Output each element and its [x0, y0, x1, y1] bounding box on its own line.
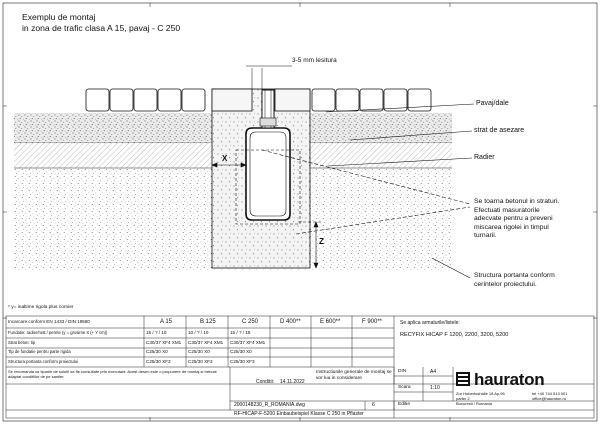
paver: [336, 89, 359, 111]
gap-label: 3-5 mm lesitura: [292, 57, 337, 64]
company-contact: tel +40 744 513 001 office@hauraton.ro: [532, 391, 568, 401]
footnote: * y= inaltime rigola plus cornier: [8, 305, 74, 310]
callout-beton: Se toarna betonul in straturi. Efectuati masuratorile adecvate pentru a preveni miscarea rigolei in timpul turnarii.: [474, 198, 560, 240]
unit-label: Editie: [398, 402, 410, 407]
callout-pavaj: Pavaj/dale: [476, 100, 509, 107]
table-cell: C25/30 XF3: [146, 359, 171, 364]
paver: [182, 89, 205, 111]
paver: [312, 89, 335, 111]
applies-value: RECYFIX HICAP F 1200, 2200, 3200, 5200: [400, 332, 509, 338]
table-notes: Se recomanda ca tipurile de solutii sa fie consultate prin executant. Acest desen este o propunere de montaj si trebuie adaptat conditiilor de pe santier.: [8, 369, 217, 379]
table-cell: 15 / ? / 15: [230, 330, 251, 335]
applies-label: Se aplica armaturile/listele:: [400, 320, 460, 326]
format-value: A4: [430, 369, 437, 375]
paver: [408, 89, 431, 111]
callout-radier: Radier: [474, 154, 495, 161]
paver: [86, 89, 109, 111]
instruction-text: Instructiunile generale de montaj se vor lua in considerare: [316, 370, 392, 381]
table-cell: C30/37 XF4 XM1: [188, 340, 224, 345]
paver: [134, 89, 157, 111]
drawing-number: 2000148230_R_ROMANIA.dwg: [234, 402, 305, 408]
table-cell: C30/37 XF4 XM1: [146, 340, 182, 345]
edge-paver-right: [275, 89, 310, 111]
edge-paver-left: [212, 89, 252, 111]
title-line-1: Exemplu de montaj: [22, 12, 96, 22]
paver: [158, 89, 181, 111]
callout-structura: Structura portanta conform cerintelor proiectului.: [474, 272, 555, 288]
table-header-f900: F 900**: [362, 319, 383, 325]
drawing-title: RF-HICAP-F-5200 Einbaubeispiel Klasse C 250 in Pflaster: [234, 411, 364, 417]
company-logo-text: hauraton: [474, 370, 545, 389]
sheet-number: 6: [372, 402, 375, 408]
table-row-label: Structura portanta conform proiectului: [8, 359, 79, 364]
table-header-a15: A 15: [160, 319, 173, 325]
table-row-label: Tip de fundatie pentru parte rigida: [8, 349, 71, 354]
company-address: Zur Hubertushalle 18 Ap.96 parter 2 Bucuresti / Romania: [456, 391, 505, 406]
table-cell: C25/30 XF3: [230, 359, 255, 364]
table-cell: C25/30 X0: [146, 349, 168, 354]
scale-label: Scara: [398, 385, 411, 390]
table-row-label: Fundatie: radier/rost / perete (y = grosime X (+ Y cm)): [8, 330, 108, 335]
condition-label: Conditii:: [256, 379, 275, 385]
pavers-right: [312, 89, 431, 111]
pavers-left: [86, 89, 205, 111]
table-cell: C25/30 X0: [230, 349, 252, 354]
table-header-e600: E 600**: [320, 319, 341, 325]
z-label: Z: [319, 237, 324, 246]
format-label: DIN: [398, 369, 407, 374]
table-header-c250: C 250: [242, 319, 259, 325]
date: 14.11.2022: [280, 379, 305, 385]
table-cell: C25/30 X0: [188, 349, 210, 354]
gap-dimension: [246, 66, 292, 89]
table-cell: C30/37 XF4 XM1: [230, 340, 266, 345]
paver: [360, 89, 383, 111]
hauraton-logo-mark: [456, 372, 470, 386]
table-cell: 15 / ? / 10: [146, 330, 167, 335]
table-row-label: Strat beton: tip: [8, 340, 36, 345]
table-header-b125: B 125: [200, 319, 216, 325]
table-header-d400: D 400**: [280, 319, 301, 325]
x-label: X: [222, 154, 228, 163]
table-header-load: Incarcare conform EN 1433 / DIN 19580: [8, 319, 90, 324]
paver: [110, 89, 133, 111]
table-cell: 10 / ? / 10: [188, 330, 209, 335]
table-cell: C25/30 XF3: [188, 359, 213, 364]
callout-strat: strat de asezare: [474, 127, 525, 134]
scale-value: 1:10: [430, 385, 440, 391]
title-line-2: in zona de trafic clasa A 15, pavaj - C 250: [22, 23, 181, 33]
